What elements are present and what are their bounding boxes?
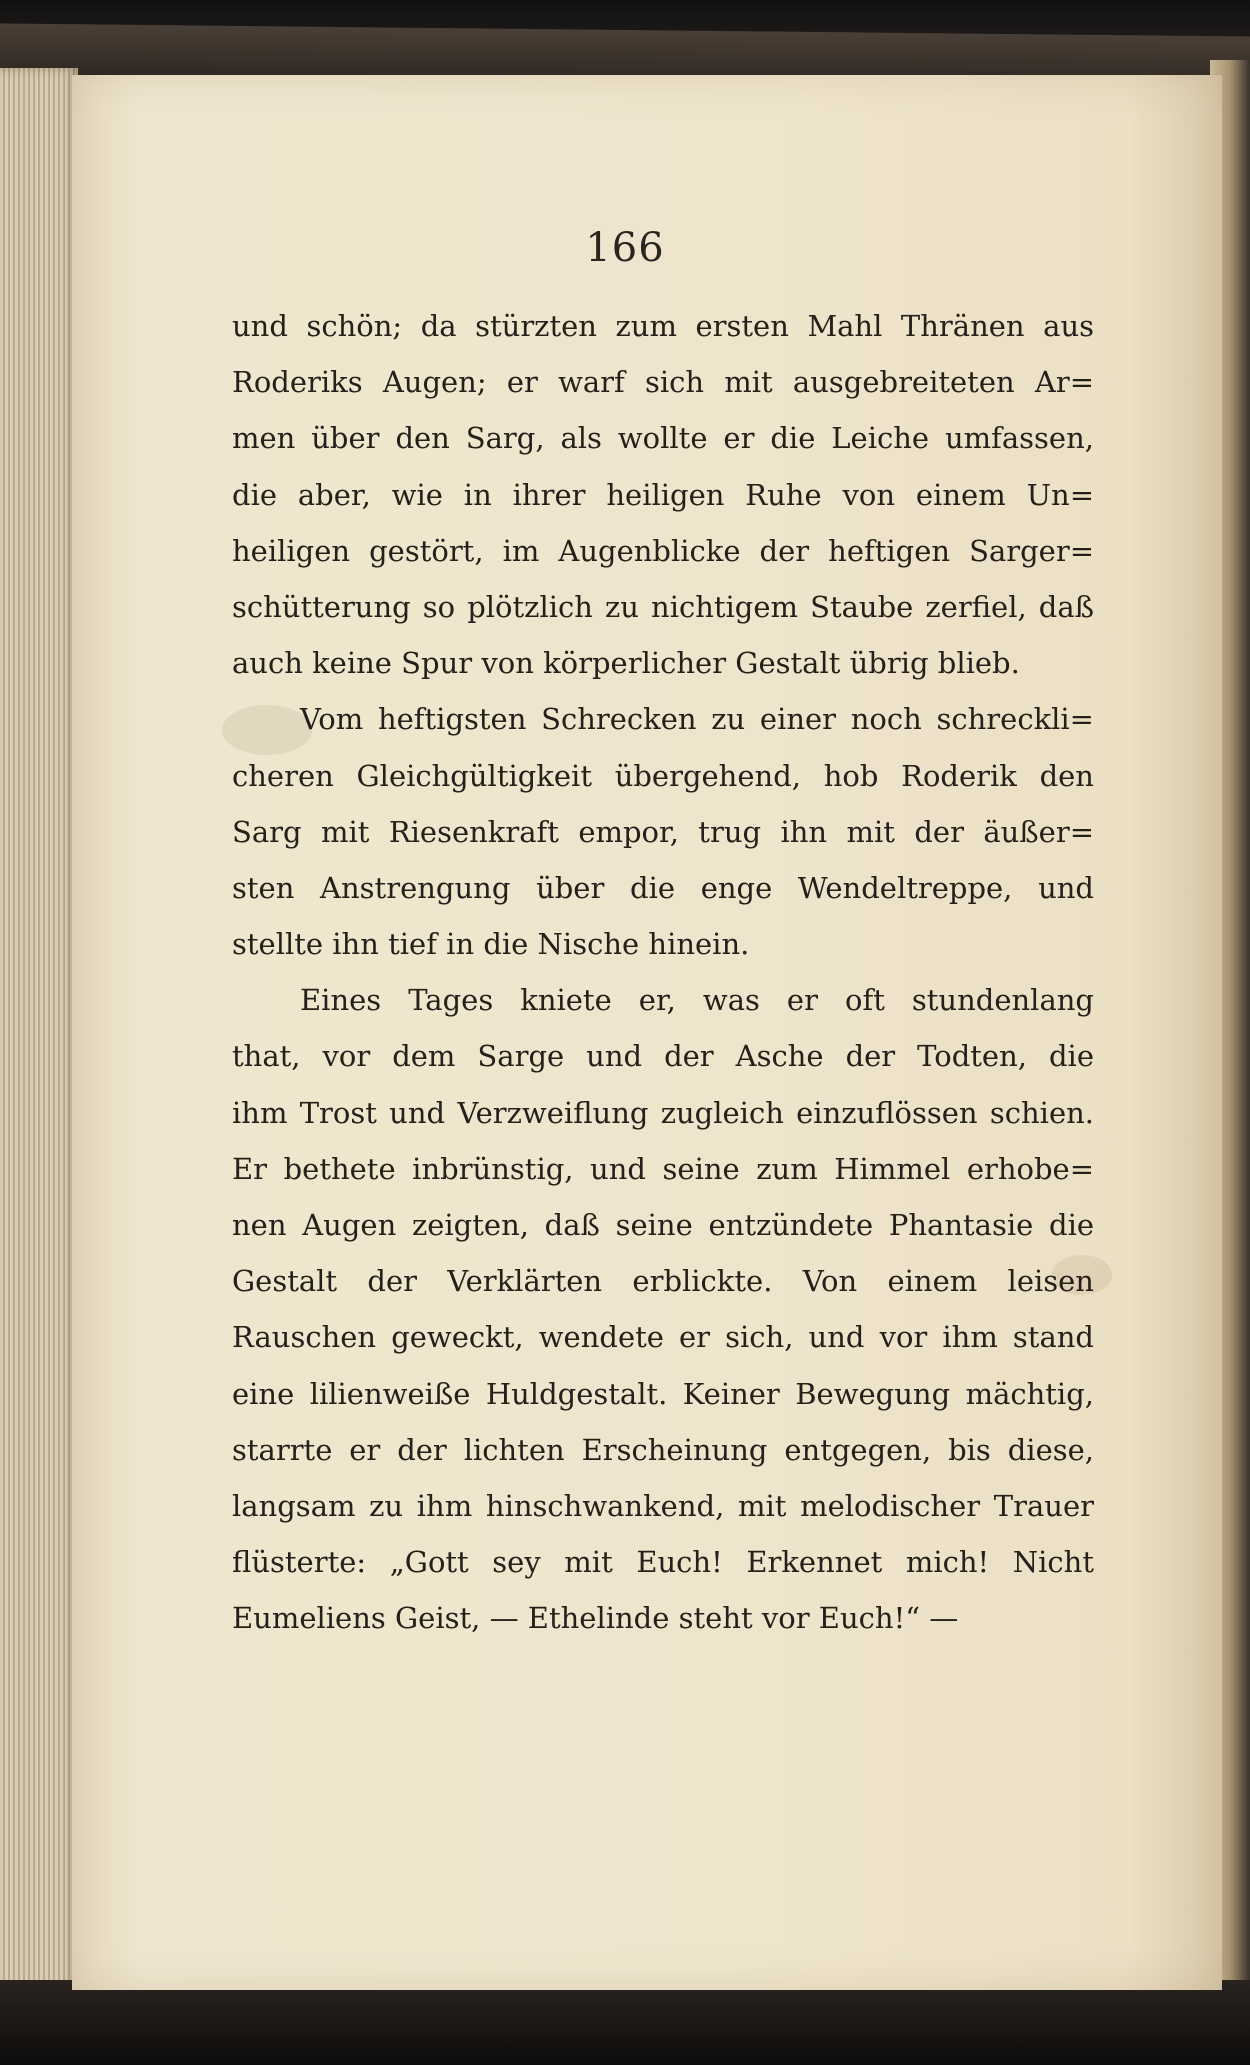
text-line: Eumeliens Geist, — Ethelinde steht vor Euch!“ — bbox=[232, 1601, 959, 1636]
text-line: flüsterte: „Gott sey mit Euch! Erkennet mich! Nicht bbox=[232, 1545, 1094, 1580]
text-line: nen Augen zeigten, daß seine entzündete Phantasie die bbox=[232, 1208, 1094, 1242]
body-text bbox=[232, 298, 1094, 1647]
text-line: starrte er der lichten Erscheinung entgegen, bis diese, bbox=[232, 1432, 1094, 1467]
text-line: auch keine Spur von körperlicher Gestalt übrig blieb. bbox=[232, 646, 1020, 681]
text-line: eine lilienweiße Huldgestalt. Keiner Bewegung mächtig, bbox=[232, 1376, 1094, 1411]
page-number: 166 bbox=[585, 225, 665, 271]
text-line: ihm Trost und Verzweiflung zugleich einzuflössen schien. bbox=[232, 1095, 1094, 1130]
text-line: Vom heftigsten Schrecken zu einer noch schreckli= bbox=[300, 702, 1094, 737]
text-line: Sarg mit Riesenkraft empor, trug ihn mit der äußer= bbox=[232, 814, 1094, 849]
text-line: that, vor dem Sarge und der Asche der Todten, die bbox=[232, 1039, 1094, 1074]
text-line: schütterung so plötzlich zu nichtigem Staube zerfiel, daß bbox=[232, 589, 1094, 624]
book-cover-bottom bbox=[0, 1980, 1250, 2065]
text-line: heiligen gestört, im Augenblicke der heftigen Sarger= bbox=[232, 533, 1094, 568]
text-line: stellte ihn tief in die Nische hinein. bbox=[232, 927, 750, 962]
text-line: die aber, wie in ihrer heiligen Ruhe von einem Un= bbox=[232, 477, 1094, 512]
text-line: und schön; da stürzten zum ersten Mahl Thränen aus bbox=[232, 309, 1094, 343]
text-line: Eines Tages kniete er, was er oft stundenlang bbox=[300, 983, 1094, 1018]
text-line: cheren Gleichgültigkeit übergehend, hob Roderik den bbox=[232, 758, 1094, 793]
text-line: Er bethete inbrünstig, und seine zum Himmel erhobe= bbox=[232, 1151, 1094, 1186]
text-line: men über den Sarg, als wollte er die Leiche umfassen, bbox=[232, 421, 1094, 456]
text-line: langsam zu ihm hinschwankend, mit melodischer Trauer bbox=[232, 1488, 1094, 1523]
text-line: Roderiks Augen; er warf sich mit ausgebreiteten Ar= bbox=[232, 365, 1094, 400]
text-line: sten Anstrengung über die enge Wendeltreppe, und bbox=[232, 870, 1094, 905]
text-line: Rauschen geweckt, wendete er sich, und vor ihm stand bbox=[232, 1320, 1094, 1355]
page-stack-edge bbox=[0, 68, 78, 1998]
text-line: Gestalt der Verklärten erblickte. Von einem leisen bbox=[232, 1264, 1094, 1299]
